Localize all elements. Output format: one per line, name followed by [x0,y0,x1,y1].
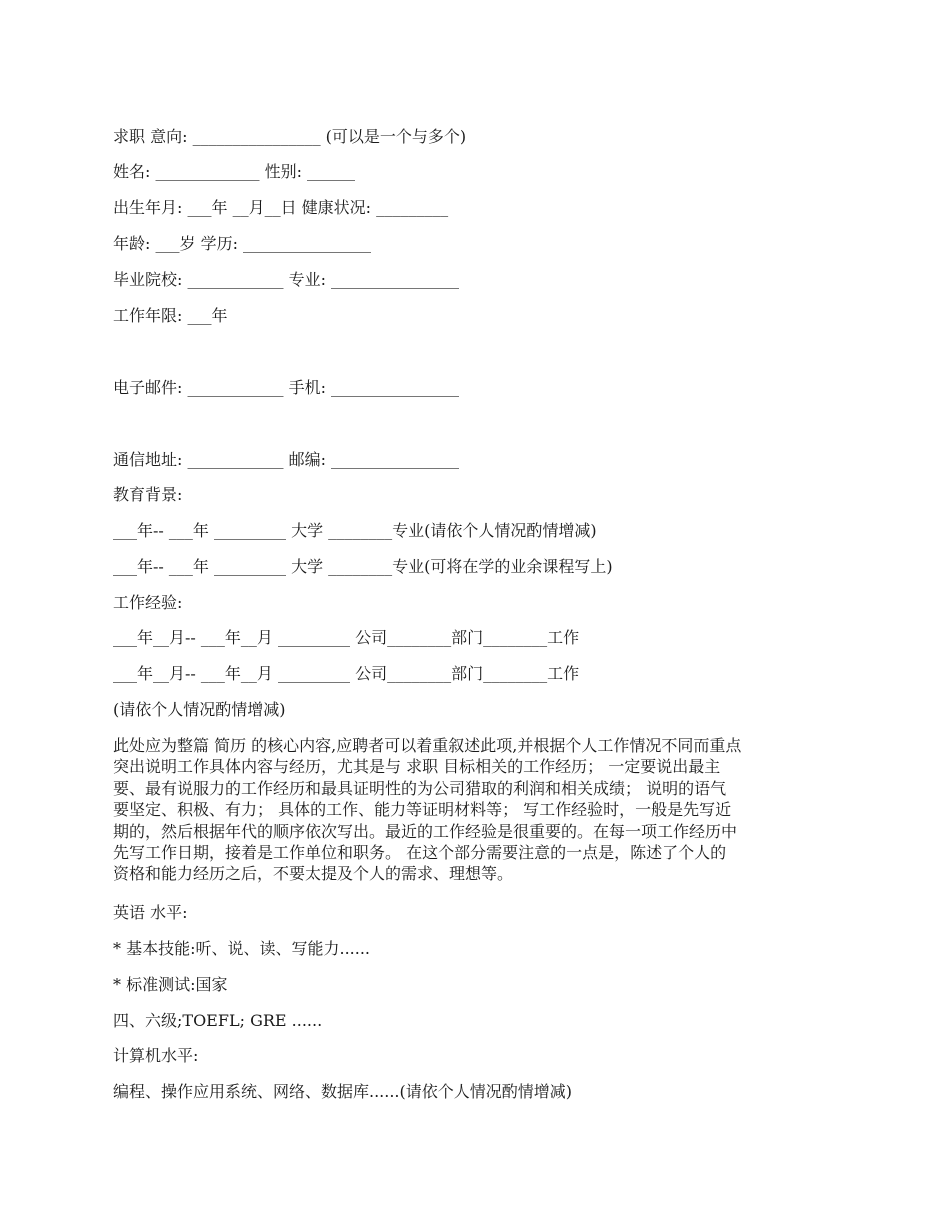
computer-skills-line: 编程、操作应用系统、网络、数据库......(请依个人情况酌情增减) [113,1082,573,1101]
work-note: (请依个人情况酌情增减) [113,700,286,719]
work-entry-2: ___年__月-- ___年__月 _________ 公司________部门________工作 [113,664,580,683]
education-entry-2: ___年-- ___年 _________ 大学 ________专业(可将在学的业余课程写上) [113,557,613,576]
paragraph-line: 此处应为整篇 简历 的核心内容,应聘者可以着重叙述此项,并根据个人工作情况不同而重点 [113,736,742,755]
address-zip-line: 通信地址: ____________ 邮编: ________________ [113,450,460,469]
test-levels-line: 四、六级;TOEFL; GRE ...... [113,1011,323,1030]
school-major-line: 毕业院校: ____________ 专业: ________________ [113,270,460,289]
education-entry-1: ___年-- ___年 _________ 大学 ________专业(请依个人情况酌情增减) [113,521,597,540]
paragraph-line: 突出说明工作具体内容与经历，尤其是与 求职 目标相关的工作经历； 一定要说出最主 [113,757,721,777]
age-education-line: 年龄: ___岁 学历: ________________ [113,234,372,253]
basic-skills-line: * 基本技能:听、说、读、写能力...... [113,939,370,958]
job-intention-line: 求职 意向: ________________ (可以是一个与多个) [113,127,467,146]
work-description-paragraph [113,735,843,885]
computer-level-heading: 计算机水平: [113,1046,199,1065]
english-level-heading: 英语 水平: [113,903,188,922]
standard-test-line: * 标准测试:国家 [113,975,228,994]
work-experience-heading: 工作经验: [113,593,183,612]
work-years-line: 工作年限: ___年 [113,306,228,325]
paragraph-line: 先写工作日期，接着是工作单位和职务。 在这个部分需要注意的一点是，陈述了个人的 [113,843,727,863]
work-entry-1: ___年__月-- ___年__月 _________ 公司________部门________工作 [113,628,580,647]
name-gender-line: 姓名: _____________ 性别: ______ [113,162,356,181]
email-phone-line: 电子邮件: ____________ 手机: ________________ [113,378,460,397]
paragraph-line: 资格和能力经历之后，不要太提及个人的需求、理想等。 [113,864,514,884]
education-heading: 教育背景: [113,485,183,504]
paragraph-line: 要坚定、积极、有力； 具体的工作、能力等证明材料等； 写工作经验时，一般是先写近 [113,800,732,820]
paragraph-line: 期的，然后根据年代的顺序依次写出。最近的工作经验是很重要的。在每一项工作经历中 [113,821,738,841]
paragraph-line: 要、最有说服力的工作经历和最具证明性的为公司猎取的利润和相关成绩； 说明的语气 [113,778,727,798]
birth-health-line: 出生年月: ___年 __月__日 健康状况: _________ [113,198,449,217]
